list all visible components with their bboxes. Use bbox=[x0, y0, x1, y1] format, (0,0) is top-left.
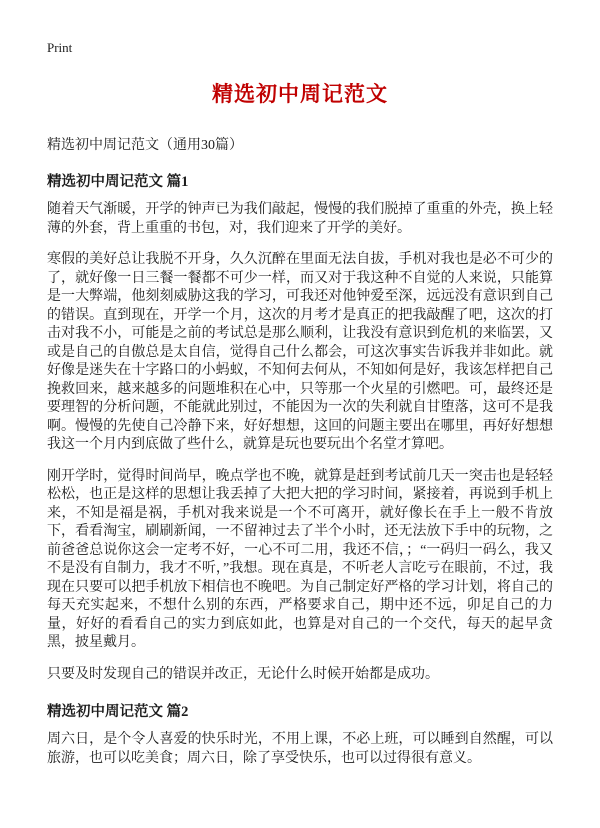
document-subtitle: 精选初中周记范文（通用30篇） bbox=[47, 138, 243, 153]
section-heading-part2: 精选初中周记范文 篇2 bbox=[47, 704, 189, 720]
page-title: 精选初中周记范文 bbox=[212, 82, 388, 106]
paragraph: 刚开学时，觉得时间尚早，晚点学也不晚，就算是赶到考试前几天一突击也是轻轻松松，也正是这样的思想让我丢掉了大把大把的学习时间，紧接着，再说到手机上来，不知是福是祸，手机对我来说是一个不可离开，就好像长在手上一般不肯放下，看看淘宝，刷刷新闻，一不留神过去了半个小时，还无法放下手中的玩物，之前爸爸总说你这会一定考不好，一心不可二用，我还不信，；“一码归一码么，我又不是没有自制力，我才不听，”我想。现在真是，不听老人言吃亏在眼前，不过，我现在只要可以把手机放下相信也不晚吧。为自己制定好严格的学习计划，将自己的每天充实起来，不想什么别的东西，严格要求自己，期中还不远，卯足自己的力量，好好的看看自己的实力到底如此，也算是对自己的一个交代，每天的起早贪黑，披星戴月。 bbox=[47, 468, 553, 650]
paragraph: 寒假的美好总让我脱不开身，久久沉醉在里面无法自拔，手机对我也是必不可少的了，就好像一日三餐一餐都不可少一样，而又对于我这种不自觉的人来说，只能算是一大弊端，他刻刻威胁这我的学习，可我还对他钟爱至深，远远没有意识到自己的错误。直到现在，开学一个月，这次的月考才是真正的把我敲醒了吧，这次的打击对我不小，可能是之前的考试总是那么顺利，让我没有意识到危机的来临罢，又或是自己的自傲总是太自信，觉得自己什么都会，可这次事实告诉我并非如此。就好像是迷失在十字路口的小蚂蚁，不知何去何从，不知如何是好，我该怎样把自己挽救回来，越来越多的问题堆积在心中，只等那一个火星的引燃吧。可，最终还是要理智的分析问题，不能就此别过，不能因为一次的失利就自甘堕落，这可不是我啊。慢慢的先使自己冷静下来，好好想想，这回的问题主要出在哪里，再好好想想我这一个月内到底做了些什么，就算是玩也要玩出个名堂才算吧。 bbox=[47, 252, 553, 452]
paragraph: 只要及时发现自己的错误并改正，无论什么时候开始都是成功。 bbox=[47, 666, 439, 682]
section-heading-part1: 精选初中周记范文 篇1 bbox=[47, 174, 189, 190]
paragraph: 周六日，是个令人喜爱的快乐时光，不用上课，不必上班，可以睡到自然醒，可以旅游，也可以吃美食；周六日，除了享受快乐，也可以过得很有意义。 bbox=[47, 732, 553, 766]
paragraph: 随着天气渐暖，开学的钟声已为我们敲起，慢慢的我们脱掉了重重的外壳，换上轻薄的外套，背上重重的书包，对，我们迎来了开学的美好。 bbox=[47, 202, 553, 236]
print-link[interactable]: Print bbox=[47, 40, 73, 55]
